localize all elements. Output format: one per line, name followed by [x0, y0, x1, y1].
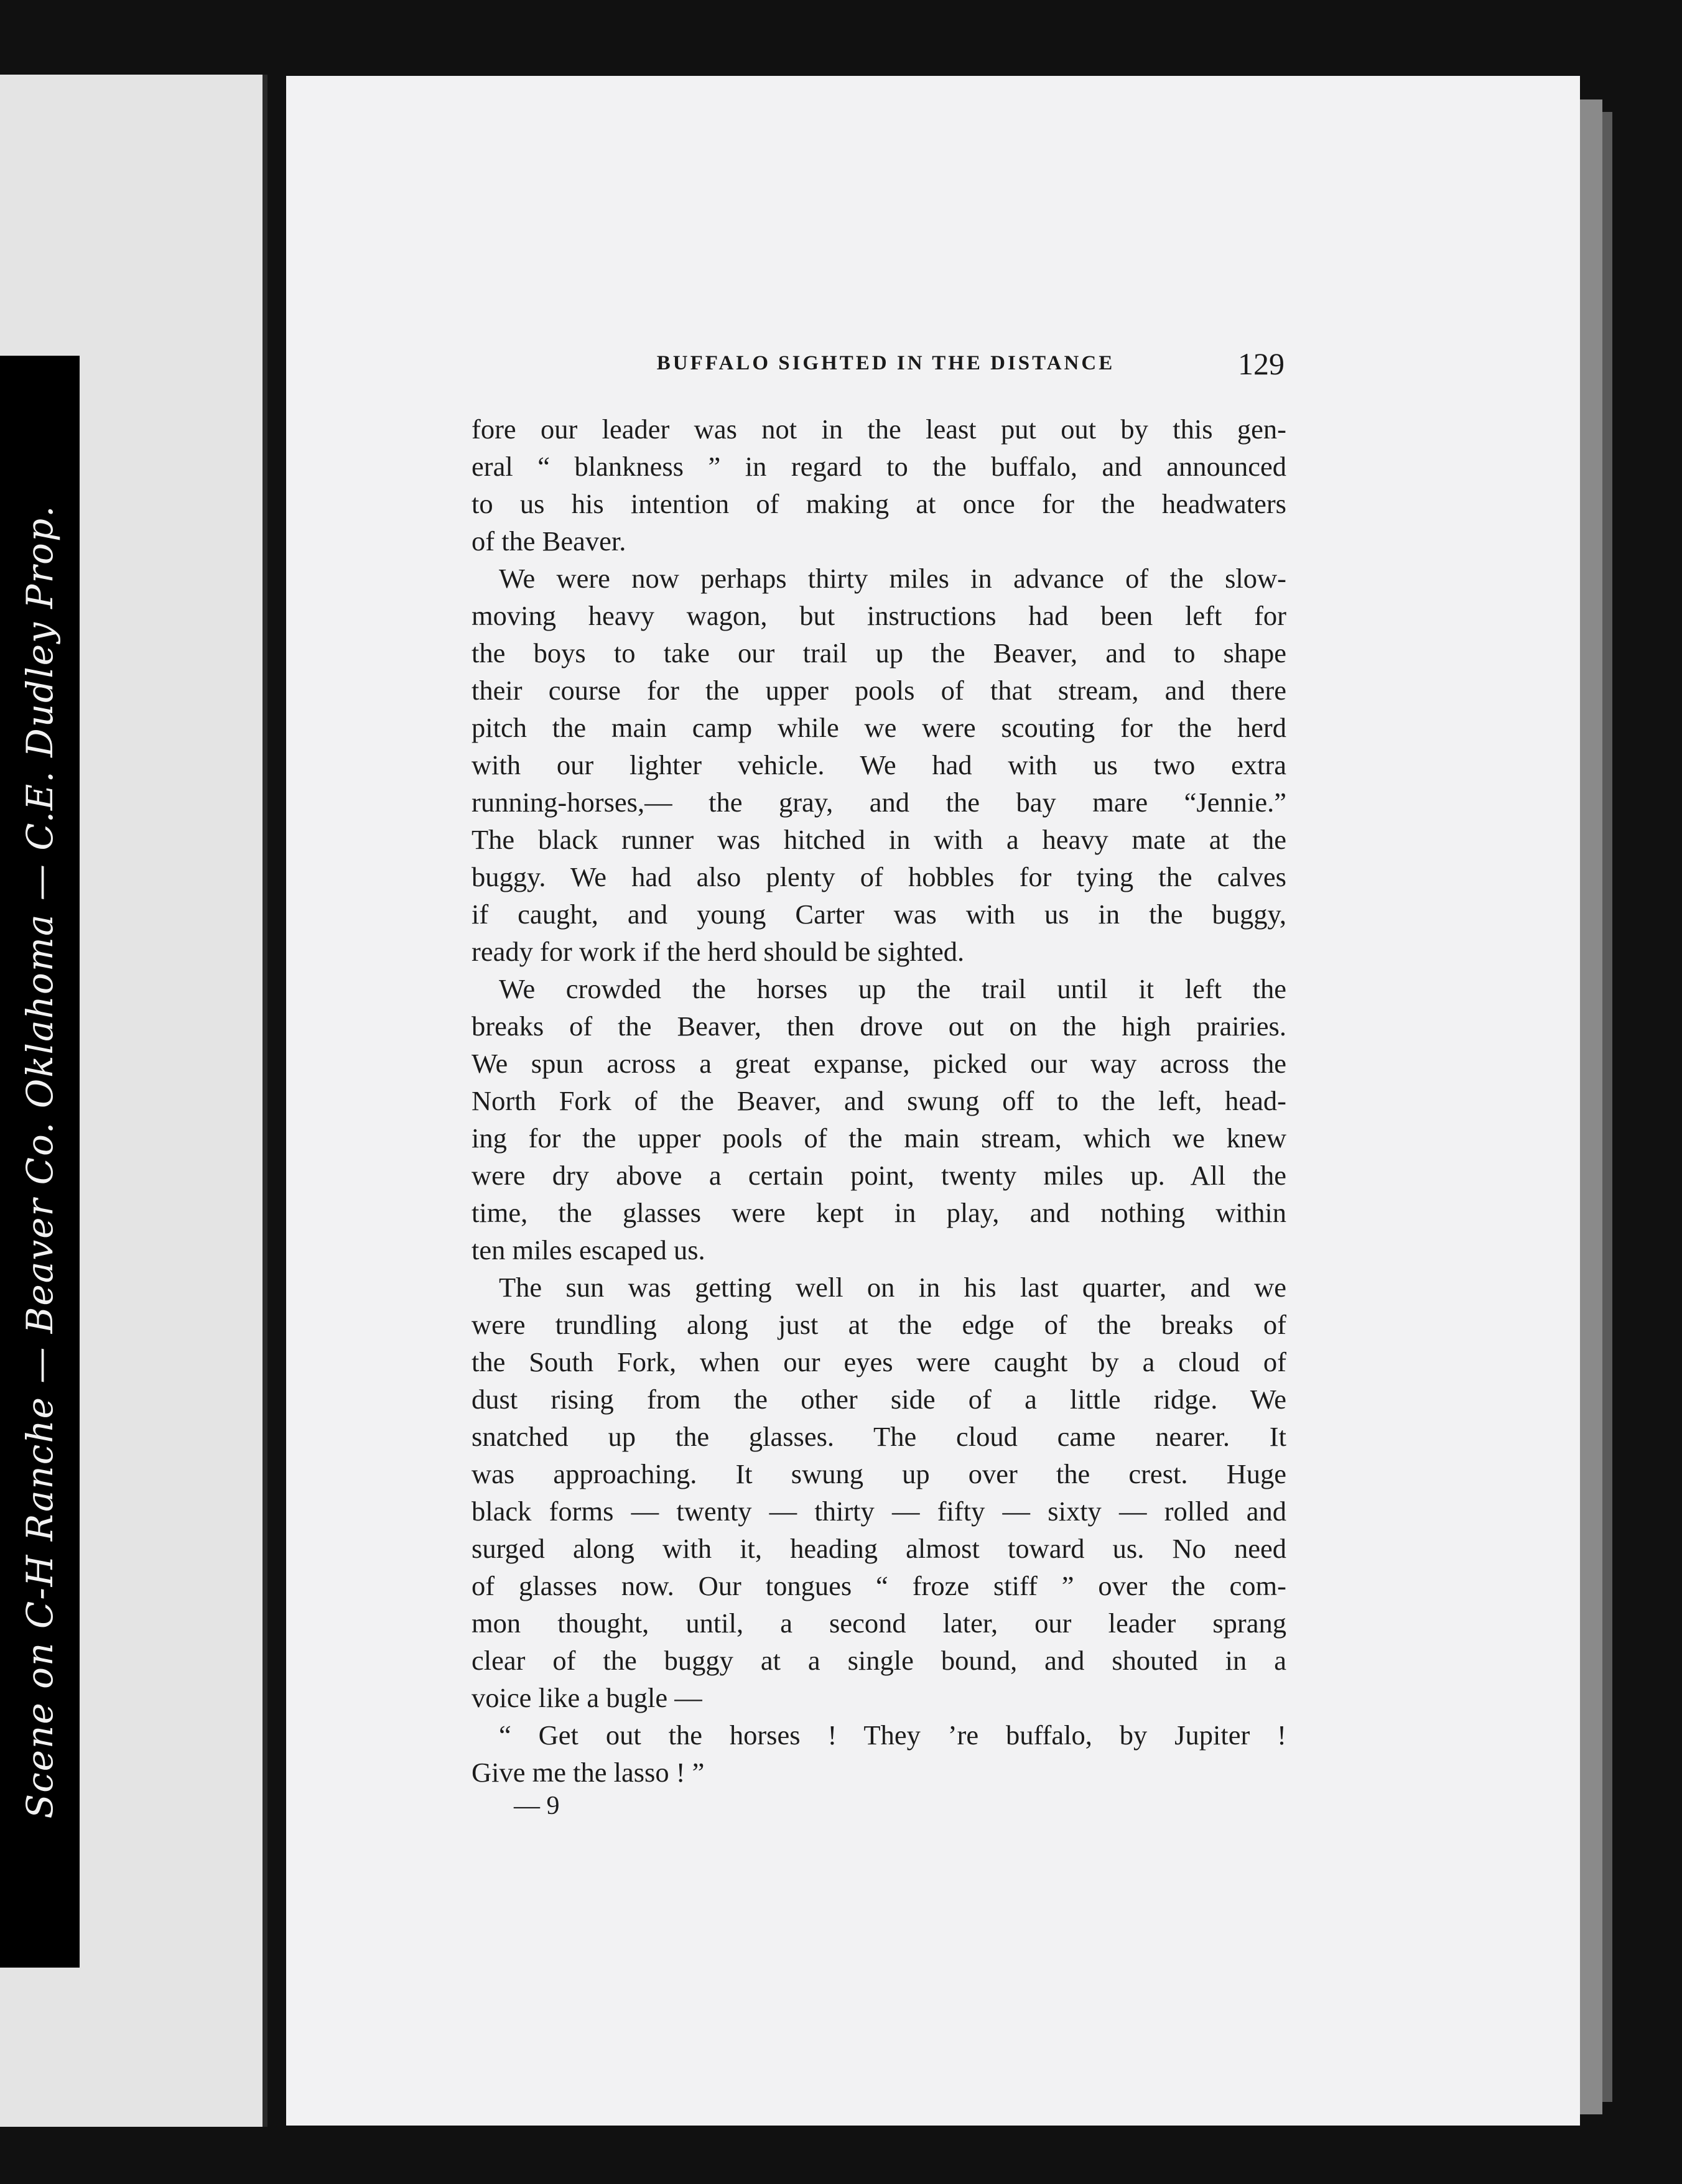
text-line: moving heavy wagon, but instructions had been left for: [472, 600, 1286, 631]
text-line: if caught, and young Carter was with us in the buggy,: [472, 899, 1286, 930]
text-line: ready for work if the herd should be sighted.: [472, 936, 965, 967]
text-line: black forms — twenty — thirty — fifty — sixty — rolled and: [472, 1496, 1286, 1527]
text-line: “ Get out the horses ! They ’re buffalo, by Jupiter !: [499, 1719, 1286, 1751]
text-line: voice like a bugle —: [472, 1682, 702, 1713]
text-line: pitch the main camp while we were scouting for the herd: [472, 712, 1286, 743]
text-line: eral “ blankness ” in regard to the buffalo, and announced: [472, 451, 1286, 482]
text-line: clear of the buggy at a single bound, and shouted in a: [472, 1645, 1286, 1676]
text-line: North Fork of the Beaver, and swung off to the left, head-: [472, 1085, 1286, 1116]
text-line: ten miles escaped us.: [472, 1234, 705, 1266]
signature-mark: — 9: [514, 1792, 560, 1820]
text-line: Give me the lasso ! ”: [472, 1757, 705, 1788]
text-line: mon thought, until, a second later, our leader sprang: [472, 1608, 1286, 1639]
text-line: the South Fork, when our eyes were caught by a cloud of: [472, 1346, 1286, 1377]
text-line: their course for the upper pools of that stream, and there: [472, 675, 1286, 706]
text-line: time, the glasses were kept in play, and nothing within: [472, 1197, 1286, 1228]
text-line: fore our leader was not in the least put out by this gen-: [472, 414, 1286, 445]
page-edge-shadow: [1602, 112, 1612, 2102]
text-line: ing for the upper pools of the main stream, which we knew: [472, 1122, 1286, 1154]
book-spine: [263, 75, 267, 2127]
text-line: to us his intention of making at once for the headwaters: [472, 488, 1286, 519]
text-line: were dry above a certain point, twenty miles up. All the: [472, 1160, 1286, 1191]
running-head: BUFFALO SIGHTED IN THE DISTANCE: [656, 352, 1115, 374]
text-line: snatched up the glasses. The cloud came nearer. It: [472, 1421, 1286, 1452]
text-line: We were now perhaps thirty miles in advance of the slow-: [499, 563, 1286, 594]
text-line: breaks of the Beaver, then drove out on the high prairies.: [472, 1011, 1286, 1042]
handwritten-caption-strip: [0, 356, 80, 1968]
text-line: were trundling along just at the edge of the breaks of: [472, 1309, 1286, 1340]
text-line: the boys to take our trail up the Beaver, and to shape: [472, 637, 1286, 669]
page-edge: [1580, 99, 1602, 2114]
text-line: was approaching. It swung up over the crest. Huge: [472, 1458, 1286, 1489]
page-number: 129: [1238, 346, 1285, 381]
text-line: with our lighter vehicle. We had with us two extra: [472, 749, 1286, 780]
text-line: buggy. We had also plenty of hobbles for tying the calves: [472, 861, 1286, 892]
handwritten-caption: Scene on C-H Ranche — Beaver Co. Oklahoma — C.E. Dudley Prop.: [19, 504, 61, 1819]
text-line: The black runner was hitched in with a heavy mate at the: [472, 824, 1286, 855]
text-line: We spun across a great expanse, picked our way across the: [472, 1048, 1286, 1079]
body-text: [472, 410, 1286, 1791]
text-line: running-horses,— the gray, and the bay mare “Jennie.”: [472, 787, 1286, 818]
text-line: The sun was getting well on in his last quarter, and we: [499, 1272, 1286, 1303]
text-line: of the Beaver.: [472, 525, 626, 557]
text-line: surged along with it, heading almost toward us. No need: [472, 1533, 1286, 1564]
text-line: We crowded the horses up the trail until it left the: [499, 973, 1286, 1004]
text-line: of glasses now. Our tongues “ froze stiff ” over the com-: [472, 1570, 1286, 1601]
text-line: dust rising from the other side of a little ridge. We: [472, 1384, 1286, 1415]
